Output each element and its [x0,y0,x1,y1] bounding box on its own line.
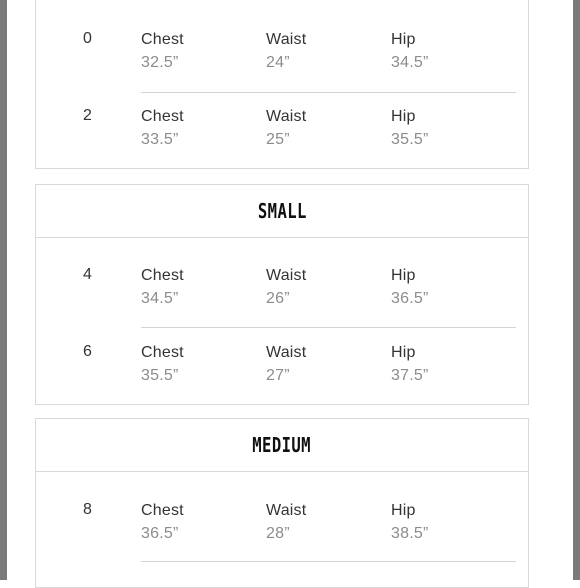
chest-label: Chest [141,267,184,284]
hip-label: Hip [391,267,416,284]
waist-value: 27” [266,367,290,384]
waist-label: Waist [266,267,307,284]
size-number: 0 [83,30,92,47]
chest-measure [141,30,184,73]
waist-label: Waist [266,344,307,361]
waist-measure [266,266,306,309]
hip-value: 35.5” [391,131,429,148]
waist-value: 25” [266,131,290,148]
waist-value: 24” [266,54,290,71]
row-divider [141,92,516,93]
size-section-small [35,184,529,405]
hip-value: 38.5” [391,525,429,542]
hip-value: 34.5” [391,54,429,71]
left-frame-edge [0,0,7,580]
chest-value: 32.5” [141,54,179,71]
hip-measure [391,343,428,386]
size-row-8 [36,500,528,550]
chest-label: Chest [141,31,184,48]
row-divider [141,327,516,328]
size-number: 6 [83,343,92,360]
size-row-4 [36,265,528,315]
size-row-6 [36,342,528,392]
size-number: 4 [83,266,92,283]
waist-label: Waist [266,108,307,125]
waist-label: Waist [266,31,307,48]
right-frame-edge [573,0,580,580]
section-title: MEDIUM [252,433,312,457]
chest-value: 36.5” [141,525,179,542]
section-title: SMALL [257,199,307,223]
waist-measure [266,343,306,386]
hip-measure [391,501,428,544]
size-section-xsmall [35,0,529,169]
chest-measure [141,501,184,544]
chest-value: 35.5” [141,367,179,384]
waist-measure [266,501,306,544]
hip-value: 36.5” [391,290,429,307]
section-header [36,419,528,472]
hip-label: Hip [391,502,416,519]
chest-measure [141,343,184,386]
chest-measure [141,107,184,150]
waist-value: 26” [266,290,290,307]
hip-label: Hip [391,31,416,48]
size-number: 2 [83,107,92,124]
size-row-0 [36,29,528,79]
waist-measure [266,107,306,150]
hip-value: 37.5” [391,367,429,384]
size-section-medium [35,418,529,588]
row-divider [141,561,516,562]
waist-label: Waist [266,502,307,519]
chest-value: 34.5” [141,290,179,307]
hip-label: Hip [391,344,416,361]
hip-measure [391,30,428,73]
hip-label: Hip [391,108,416,125]
chest-label: Chest [141,108,184,125]
section-header [36,185,528,238]
size-number: 8 [83,501,92,518]
chest-measure [141,266,184,309]
hip-measure [391,107,428,150]
chest-label: Chest [141,502,184,519]
chest-value: 33.5” [141,131,179,148]
chest-label: Chest [141,344,184,361]
hip-measure [391,266,428,309]
waist-measure [266,30,306,73]
waist-value: 28” [266,525,290,542]
size-row-2 [36,106,528,156]
